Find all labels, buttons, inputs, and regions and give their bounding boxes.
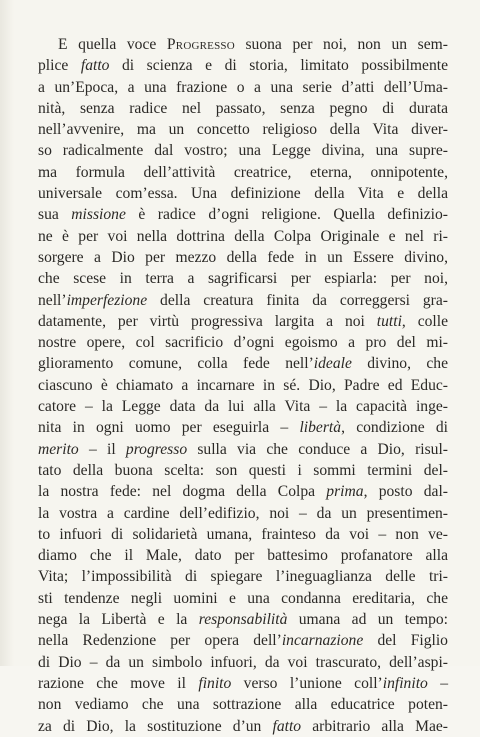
text-line bbox=[38, 290, 448, 311]
text-line bbox=[38, 34, 448, 55]
text-line bbox=[38, 460, 448, 481]
text-run: nità, senza radice nel passato, senza pegno di durata bbox=[38, 99, 448, 117]
italic-term: incarnazione bbox=[281, 632, 364, 650]
text-run: arbitrario alla Mae- bbox=[301, 717, 448, 735]
text-run: suona per noi, non un sem- bbox=[234, 36, 448, 53]
text-run: nella Redenzione per opera dell’ bbox=[38, 632, 282, 650]
small-caps-term: Progresso bbox=[166, 36, 235, 53]
text-line bbox=[38, 77, 448, 98]
text-run: glioramento comune, colla fede nell’ bbox=[38, 355, 314, 373]
text-line bbox=[38, 673, 448, 694]
text-line bbox=[38, 439, 448, 460]
italic-term: missione bbox=[71, 206, 126, 224]
text-run: che scese in terra a sagrificarsi per espiarla: per noi, bbox=[38, 270, 448, 288]
italic-term: fatto bbox=[80, 57, 110, 75]
text-line bbox=[38, 162, 448, 183]
text-run: sulla via che conduce a Dio, risul- bbox=[187, 440, 448, 458]
text-run: sti tendenze negli uomini e una condanna ereditaria, che bbox=[38, 589, 448, 607]
text-line bbox=[38, 652, 448, 673]
text-run: sorgere a Dio per mezzo della fede in un Essere divino, bbox=[38, 248, 448, 266]
text-run: catore – la Legge data da lui alla Vita – la capacità inge- bbox=[38, 398, 448, 416]
text-line bbox=[38, 98, 448, 119]
text-run: di scienza e di storia, limitato possibilmente bbox=[109, 57, 449, 75]
text-line bbox=[38, 588, 448, 609]
text-run: nita in ogni uomo per eseguirla – bbox=[38, 419, 300, 437]
italic-term: imperfezione bbox=[66, 291, 148, 309]
text-run: ciascuno è chiamato a incarnare in sé. Dio, Padre ed Educ- bbox=[38, 376, 448, 394]
text-line bbox=[38, 396, 448, 417]
text-run: nega la Libertà e la bbox=[38, 611, 199, 629]
text-run: a un’Epoca, a una frazione o a una serie d’atti dell’Uma- bbox=[38, 78, 448, 96]
text-run: non vediamo che una sottrazione alla educatrice poten- bbox=[38, 696, 448, 714]
text-run: to infuori di solidarietà umana, frainteso da voi – non ve- bbox=[38, 525, 448, 543]
text-line bbox=[38, 694, 448, 715]
text-run: razione che move il bbox=[38, 674, 199, 692]
text-run: la vostra a cardine dell’edifizio, noi – da un presentimen- bbox=[38, 504, 448, 522]
text-line bbox=[38, 119, 448, 140]
text-run: , colle bbox=[401, 312, 449, 330]
italic-term: fatto bbox=[272, 717, 302, 735]
text-run: , condizione di bbox=[341, 419, 448, 437]
text-line bbox=[38, 268, 448, 289]
italic-term: finito bbox=[198, 674, 232, 692]
text-line bbox=[38, 311, 448, 332]
text-run: E quella voce bbox=[58, 36, 167, 53]
text-run: – il bbox=[78, 440, 126, 458]
text-line bbox=[38, 353, 448, 374]
text-run: ne è per voi nella dottrina della Colpa Originale e nel ri- bbox=[38, 227, 448, 245]
text-run: nell’ bbox=[38, 291, 67, 309]
text-run: tato della buona scelta: son questi i sommi termini del- bbox=[38, 461, 448, 479]
text-line bbox=[38, 183, 448, 204]
text-line bbox=[38, 716, 448, 737]
text-line bbox=[38, 503, 448, 524]
text-line bbox=[38, 226, 448, 247]
text-line bbox=[38, 524, 448, 545]
text-line bbox=[38, 332, 448, 353]
text-run: universale com’essa. Una definizione della Vita e della bbox=[38, 185, 448, 203]
text-run: nell’avvenire, ma un concetto religioso della Vita diver- bbox=[38, 121, 448, 139]
italic-term: prima bbox=[326, 483, 364, 501]
text-run: datamente, per virtù progressiva largita a noi bbox=[38, 312, 377, 330]
text-line bbox=[38, 609, 448, 630]
text-run: diamo che il Male, dato per battesimo profanatore alla bbox=[38, 547, 448, 565]
text-line bbox=[38, 140, 448, 161]
text-line bbox=[38, 247, 448, 268]
text-run: di Dio – da un simbolo infuori, da voi trascurato, dell’aspi- bbox=[38, 653, 448, 671]
text-line bbox=[38, 204, 448, 225]
text-run: è radice d’ogni religione. Quella definizio- bbox=[125, 206, 448, 224]
text-line bbox=[38, 481, 448, 502]
text-line bbox=[38, 55, 448, 76]
text-run: della creatura finita da correggersi gra- bbox=[147, 291, 448, 309]
text-run: plice bbox=[38, 57, 81, 75]
italic-term: merito bbox=[38, 440, 79, 458]
text-line bbox=[38, 417, 448, 438]
text-line bbox=[38, 375, 448, 396]
text-line bbox=[38, 566, 448, 587]
body-text bbox=[38, 34, 448, 737]
text-run: , posto dal- bbox=[363, 483, 448, 501]
italic-term: ideale bbox=[313, 355, 352, 373]
text-line bbox=[38, 545, 448, 566]
text-run: Vita; l’impossibilità di spiegare l’ineguaglianza delle tri- bbox=[38, 568, 448, 586]
italic-term: infinito bbox=[382, 674, 428, 692]
italic-term: libertà bbox=[299, 419, 342, 437]
text-run: sua bbox=[38, 206, 72, 224]
text-run: umana ad un tempo: bbox=[287, 611, 449, 629]
text-run: verso l’unione coll’ bbox=[231, 674, 383, 692]
text-run: so radicalmente dal vostro; una Legge divina, una supre- bbox=[38, 142, 448, 160]
text-run: nostre opere, col sacrificio d’ogni egoismo a pro del mi- bbox=[38, 334, 448, 352]
text-run: – bbox=[427, 674, 449, 692]
page-edge-shadow bbox=[0, 0, 14, 666]
text-line bbox=[38, 630, 448, 651]
text-run: ma formula dell’attività creatrice, eterna, onnipotente, bbox=[38, 163, 448, 181]
italic-term: tutti bbox=[376, 312, 402, 330]
text-run: del Figlio bbox=[363, 632, 448, 650]
italic-term: responsabilità bbox=[198, 611, 288, 629]
text-run: divino, che bbox=[351, 355, 449, 373]
text-run: la nostra fede: nel dogma della Colpa bbox=[38, 483, 327, 501]
text-run: za di Dio, la sostituzione d’un bbox=[38, 717, 273, 735]
italic-term: progresso bbox=[125, 440, 188, 458]
